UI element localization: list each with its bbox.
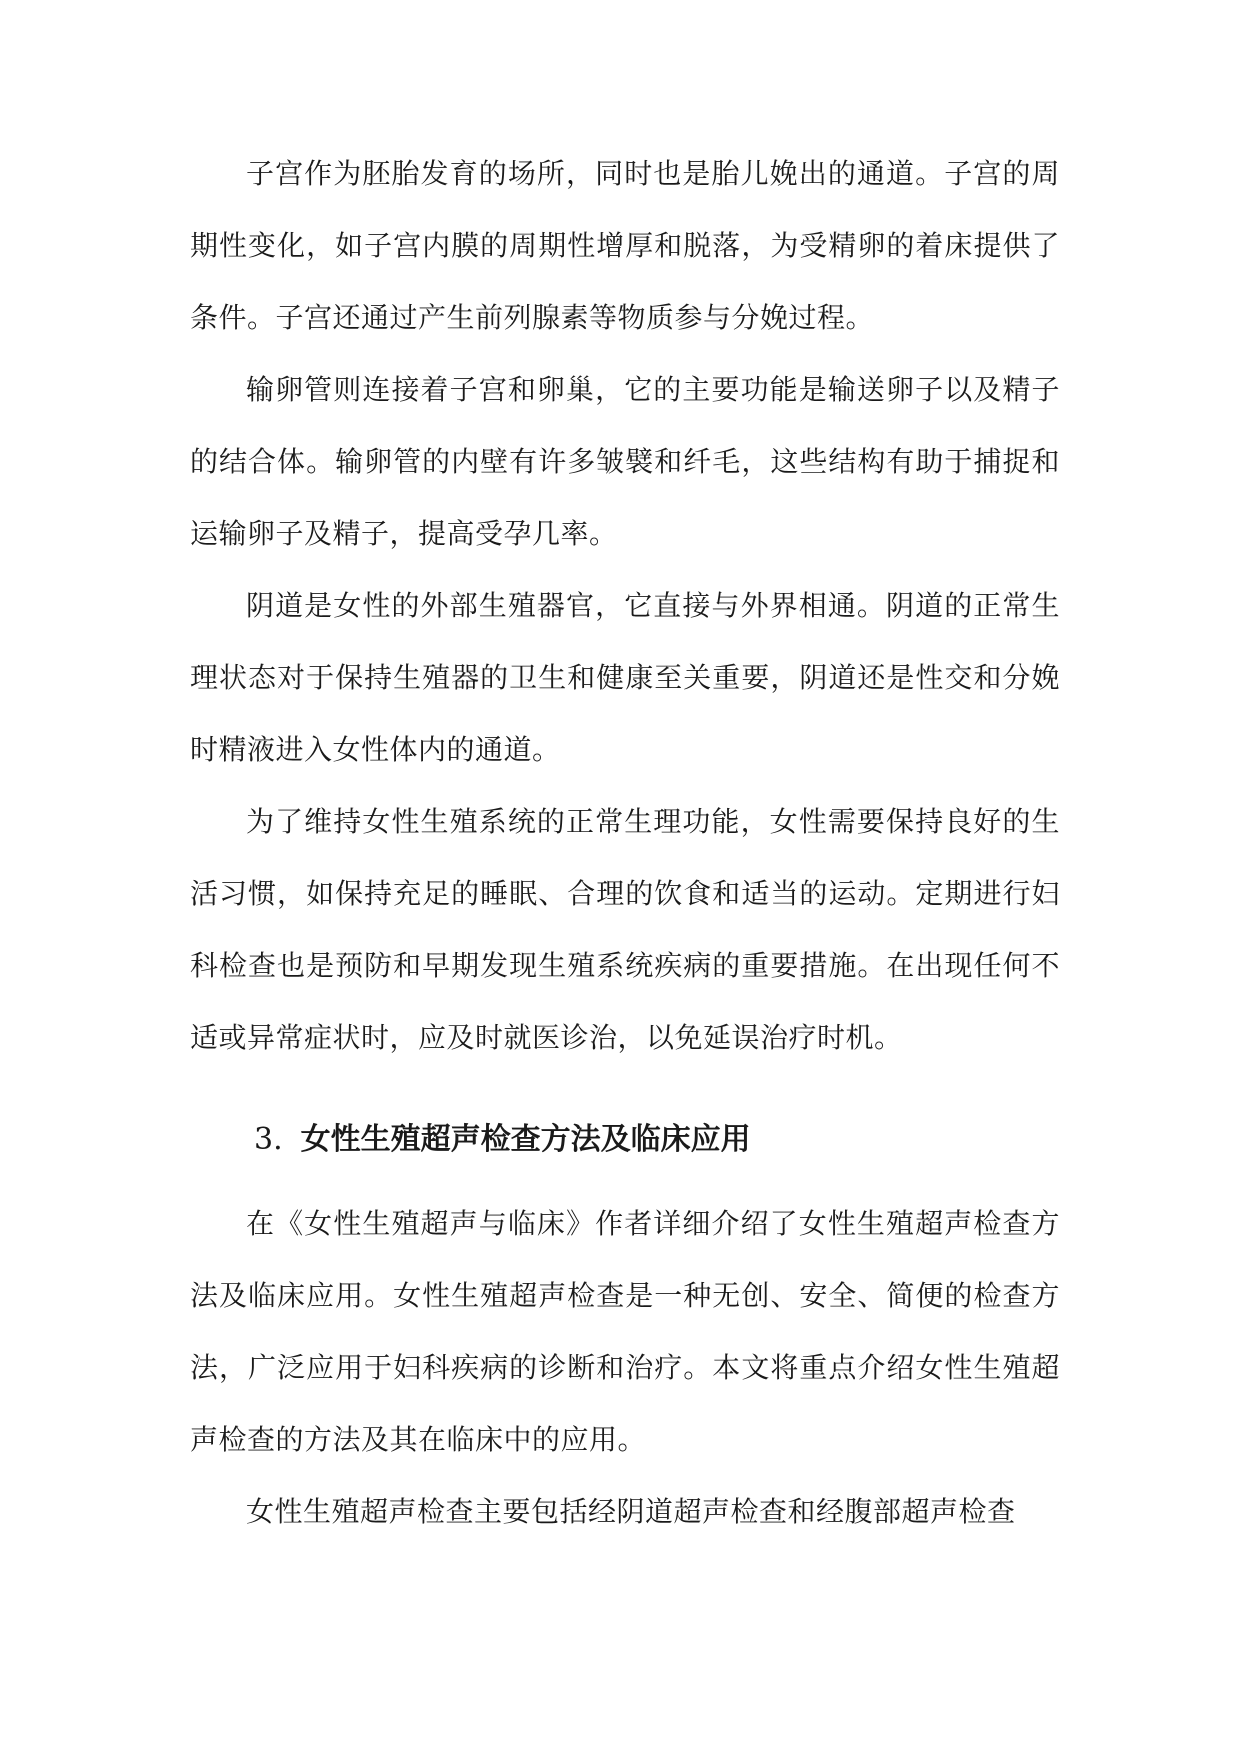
paragraph-vagina: 阴道是女性的外部生殖器官，它直接与外界相通。阴道的正常生理状态对于保持生殖器的卫生和健康至关重要，阴道还是性交和分娩时精液进入女性体内的通道。 [190,589,1060,766]
paragraph-uterus: 子宫作为胚胎发育的场所，同时也是胎儿娩出的通道。子宫的周期性变化，如子宫内膜的周期性增厚和脱落，为受精卵的着床提供了条件。子宫还通过产生前列腺素等物质参与分娩过程。 [190,157,1060,334]
paragraph-health-habits: 为了维持女性生殖系统的正常生理功能，女性需要保持良好的生活习惯，如保持充足的睡眠、合理的饮食和适当的运动。定期进行妇科检查也是预防和早期发现生殖系统疾病的重要措施。在出现任何不适或异常症状时，应及时就医诊治，以免延误治疗时机。 [190,805,1060,1054]
section-number: 3. [254,1122,283,1157]
section-heading [190,1104,1060,1176]
page-content [190,138,1060,1548]
paragraph-ultrasound-intro: 在《女性生殖超声与临床》作者详细介绍了女性生殖超声检查方法及临床应用。女性生殖超声检查是一种无创、安全、简便的检查方法，广泛应用于妇科疾病的诊断和治疗。本文将重点介绍女性生殖超声检查的方法及其在临床中的应用。 [190,1207,1060,1456]
paragraph-fallopian-tube: 输卵管则连接着子宫和卵巢，它的主要功能是输送卵子以及精子的结合体。输卵管的内壁有许多皱襞和纤毛，这些结构有助于捕捉和运输卵子及精子，提高受孕几率。 [190,373,1060,550]
paragraph-ultrasound-methods: 女性生殖超声检查主要包括经阴道超声检查和经腹部超声检查 [246,1495,1016,1528]
section-title: 女性生殖超声检查方法及临床应用 [300,1122,751,1157]
